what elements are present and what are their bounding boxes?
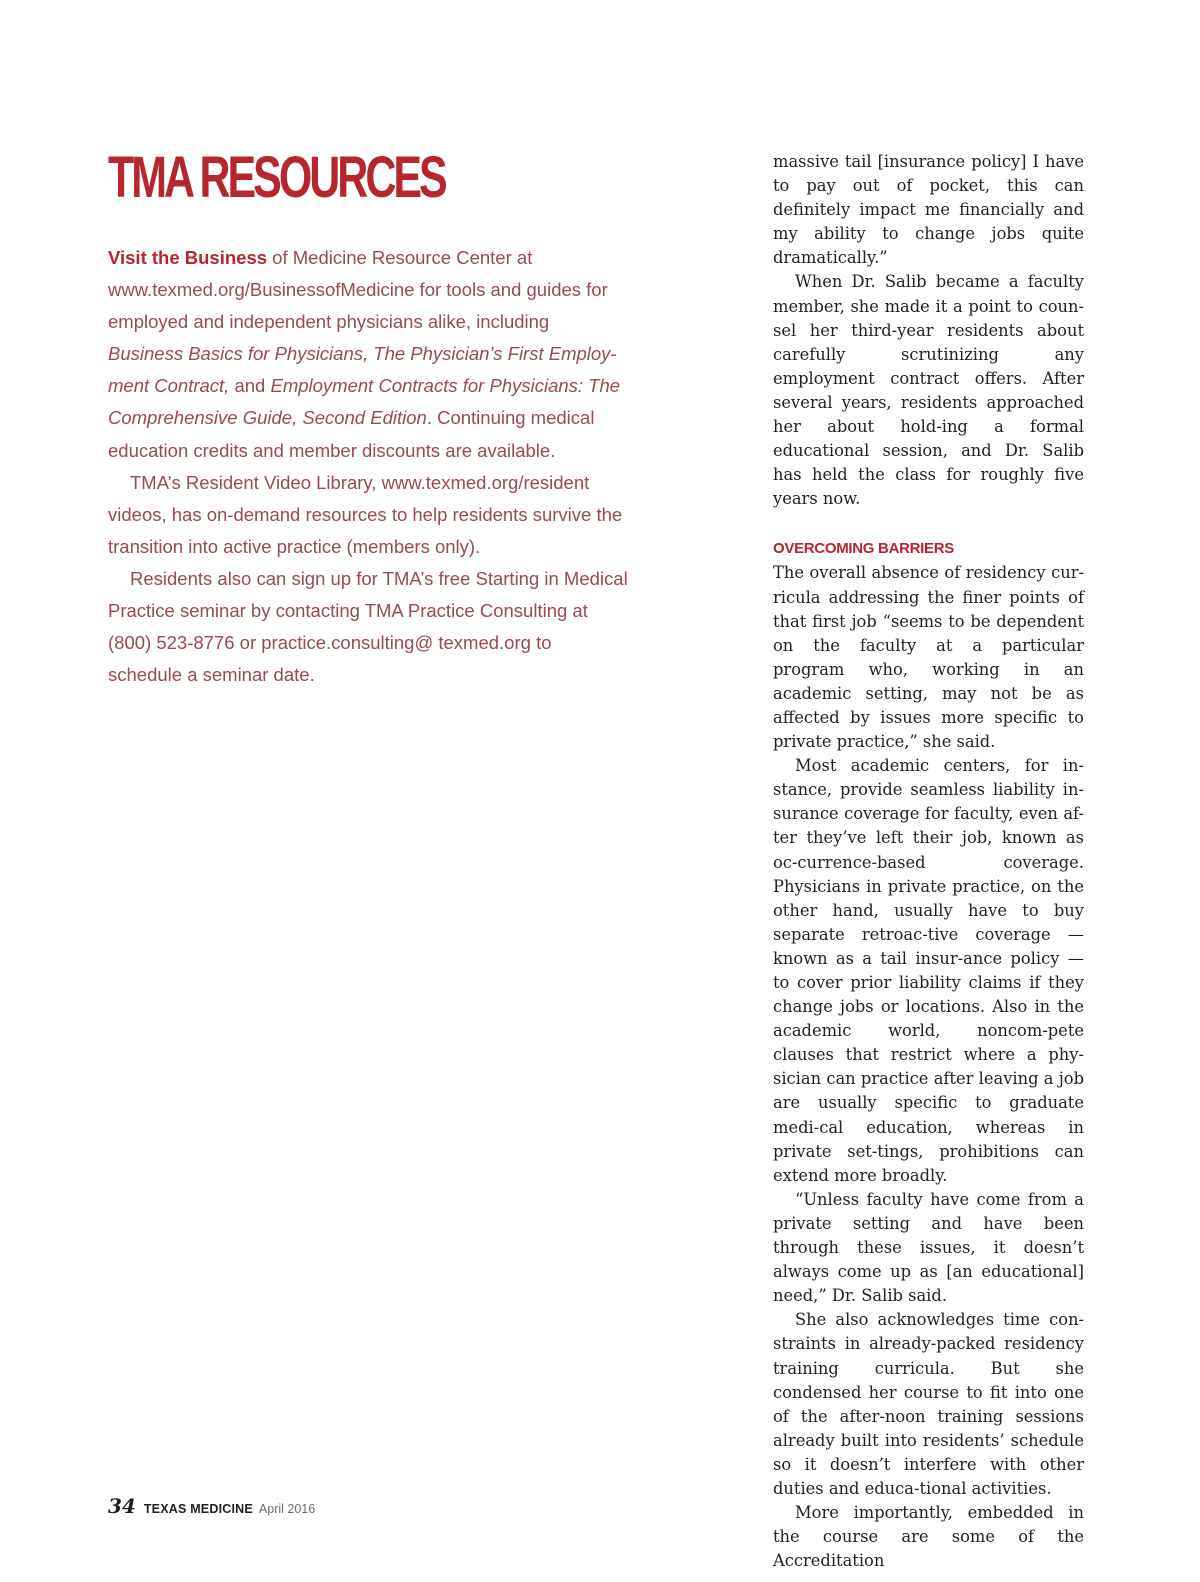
sidebar-text: . Continuing medical education credits and member discounts are available. <box>108 407 595 461</box>
sidebar-paragraph-seminar: Residents also can sign up for TMA’s free Starting in Medical Practice seminar by contacting TMA Practice Consulting at (800) 523-8776 or practice.consulting@ texmed.org to schedule a seminar date. <box>108 567 628 686</box>
sidebar-title: TMA RESOURCES <box>108 145 445 210</box>
article-column <box>773 150 1084 1573</box>
article-paragraph: Most academic centers, for in-stance, provide seamless liability in-surance coverage for faculty, even af-ter they’ve left their job, known as oc-currence-based coverage. Physicians in private practice, on the other hand, usually have to buy separate retroac-tive coverage — known as a tail insur-ance policy — to cover prior liability claims if they change jobs or locations. Also in the academic world, noncom-pete clauses that restrict where a phy-sician can practice after leaving a job are usually specific to graduate medi-cal education, whereas in private set-tings, prohibitions can extend more broadly. <box>773 756 1084 1185</box>
article-paragraph: “Unless faculty have come from a private setting and have been through these issues, it doesn’t always come up as [an educational] need,” Dr. Salib said. <box>773 1189 1084 1306</box>
article-paragraph: The overall absence of residency cur-ricula addressing the finer points of that first job “seems to be dependent on the faculty at a particular program who, working in an academic setting, may not be as affected by issues more specific to private practice,” she said. <box>773 563 1084 752</box>
article-paragraph: massive tail [insurance policy] I have to pay out of pocket, this can definitely impact me financially and my ability to change jobs quite dramatically.” <box>773 152 1084 268</box>
article-paragraph: When Dr. Salib became a faculty member, she made it a point to coun-sel her third-year residents about carefully scrutinizing any employment contract offers. After several years, residents approached her about hold-ing a formal educational session, and Dr. Salib has held the class for roughly five years now. <box>773 272 1084 509</box>
article-paragraph: More importantly, embedded in the course are some of the Accreditation <box>773 1503 1084 1571</box>
issue-date: April 2016 <box>258 1502 316 1516</box>
sidebar-paragraph-video-library: TMA’s Resident Video Library, www.texmed.org/resident videos, has on-demand resources to help residents survive the transition into active practice (members only). <box>108 471 623 557</box>
sidebar-text: of Medicine Resource Center at www.texmed.org/BusinessofMedicine for tools and guides for employed and independent physicians alike, including <box>108 247 608 333</box>
book-title: Employment Contracts for Physicians: The Comprehensive Guide, Second Edition <box>108 375 621 429</box>
page-number: 34 <box>108 1494 136 1518</box>
tma-resources-sidebar <box>108 242 628 691</box>
page-footer <box>108 1494 315 1518</box>
section-heading: OVERCOMING BARRIERS <box>773 540 954 558</box>
book-title: The Physician’s First Employ-ment Contract, <box>108 343 617 397</box>
book-title: Business Basics for Physicians <box>108 343 363 365</box>
separator: , <box>363 343 374 365</box>
sidebar-paragraph-resource-center <box>108 242 628 467</box>
sidebar-lead-in: Visit the Business <box>108 247 268 268</box>
separator: and <box>229 375 271 397</box>
publication-name: TEXAS MEDICINE <box>143 1502 253 1516</box>
article-paragraph: She also acknowledges time con-straints in already-packed residency training curricula. But she condensed her course to fit into one of the after-noon training sessions already built into residents’ schedule so it doesn’t interfere with other duties and educa-tional activities. <box>773 1310 1084 1498</box>
section-spacer <box>773 511 1084 537</box>
